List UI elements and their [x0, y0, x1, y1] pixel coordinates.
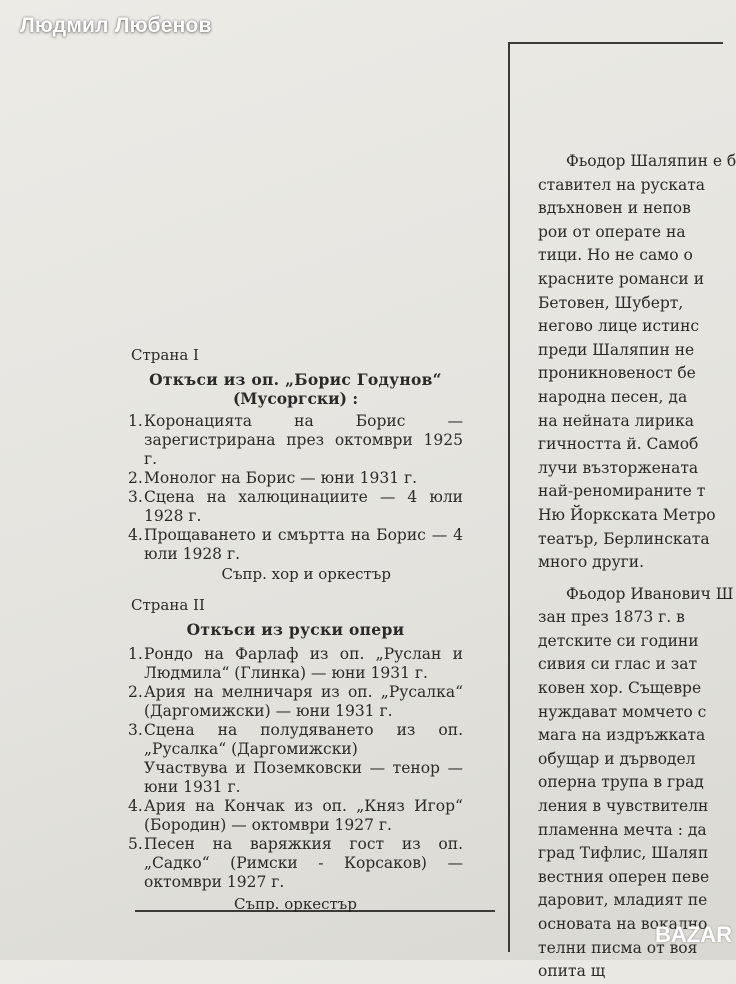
article-line: ковен хор. Същевре — [538, 679, 702, 698]
article-line: преди Шаляпин не — [538, 340, 695, 359]
side-two — [128, 596, 463, 914]
article-line: Фьодор Иванович Ш — [566, 584, 734, 603]
article-line: красните романси и — [538, 269, 705, 288]
article-line: рои от операте на — [538, 222, 686, 241]
track-number: 2. — [128, 469, 143, 487]
article-line: мага на издръжката — [538, 726, 706, 745]
article-line: сивия си глас и зат — [538, 655, 698, 674]
article-line: основата на вокално — [538, 915, 708, 933]
track-number: 1. — [128, 412, 143, 430]
article-line: на нейната лирика — [538, 411, 695, 430]
side-one — [128, 346, 463, 584]
track-number: 3. — [128, 721, 143, 739]
side-one-composer: (Мусоргски) : — [232, 389, 359, 408]
track-title: Ария на Кончак из оп. „Княз Игор“ (Бородин) — октомври 1927 г. — [144, 797, 463, 834]
article-line: даровит, младият пе — [538, 891, 708, 910]
watermark-text: Людмил Любенов — [20, 14, 212, 37]
track-item — [128, 797, 463, 835]
track-item — [128, 835, 463, 892]
side-two-title: Откъси из руски опери — [186, 620, 405, 639]
bazar-logo: BAZAR — [655, 922, 732, 947]
article-line: най-реномираните т — [538, 482, 706, 501]
track-item — [128, 721, 463, 797]
track-title: Сцена на халюцинациите — 4 юли 1928 г. — [144, 488, 463, 525]
article-column — [538, 150, 736, 984]
side-one-title: Откъси из оп. „Борис Годунов“ — [149, 370, 442, 389]
article-line: негово лице истинс — [538, 317, 700, 336]
article-line: театър, Берлинската — [538, 529, 710, 548]
article-line: Фьодор Шаляпин е б — [566, 152, 736, 170]
track-title-main: Сцена на полудяването из оп. „Русалка“ (Даргомижски) — [144, 721, 463, 758]
article-line: обущар и дърводел — [538, 749, 696, 768]
article-line: ставител на руската — [538, 175, 706, 194]
article-line: нуждават момчето с — [538, 702, 707, 721]
frame-top-rule — [509, 42, 723, 44]
side-one-label: Страна I — [131, 346, 199, 364]
side-two-label: Страна II — [131, 596, 205, 614]
side-two-credit: Съпр. оркестър — [234, 895, 357, 913]
article-line: телни писма от воя — [538, 938, 698, 957]
track-number: 4. — [128, 797, 143, 815]
tracklist — [128, 346, 463, 914]
track-number: 1. — [128, 645, 143, 663]
track-item — [128, 645, 463, 683]
track-title: Ария на мелничаря из оп. „Русалка“ (Даргомижски) — юни 1931 г. — [144, 683, 463, 720]
track-item — [128, 412, 463, 469]
track-title: Монолог на Борис — юни 1931 г. — [144, 469, 418, 487]
track-item — [128, 526, 463, 564]
track-item — [128, 488, 463, 526]
track-item — [128, 469, 463, 488]
article-line: пламенна мечта : да — [538, 820, 707, 839]
track-performer-note: Участвува и Поземковски — тенор — юни 1931 г. — [144, 759, 463, 796]
article-line: много други. — [538, 553, 645, 572]
track-title: Песен на варяжкия гост из оп. „Садко“ (Римски - Корсаков) — октомври 1927 г. — [144, 835, 463, 891]
article-line: вестния оперен певе — [538, 867, 710, 886]
article-line: народна песен, да — [538, 387, 688, 406]
article-line: проникновеност бе — [538, 364, 696, 383]
track-number: 4. — [128, 526, 143, 544]
track-number: 2. — [128, 683, 143, 701]
article-line: вдъхновен и непов — [538, 199, 691, 218]
article-line: зан през 1873 г. в — [538, 608, 685, 627]
track-number: 3. — [128, 488, 143, 506]
article-line: опита щ — [538, 962, 606, 981]
article-line: детските си години — [538, 631, 699, 650]
article-line: лучи възторжената — [538, 458, 699, 477]
track-number: 5. — [128, 835, 143, 853]
side-one-credit: Съпр. хор и оркестър — [221, 565, 391, 583]
track-title — [144, 721, 463, 797]
track-title: Рондо на Фарлаф из оп. „Руслан и Людмила“ (Глинка) — юни 1931 г. — [144, 645, 463, 682]
track-title: Прощаването и смъртта на Борис — 4 юли 1928 г. — [144, 526, 463, 563]
track-item — [128, 683, 463, 721]
article-line: Ню Йоркската Метро — [538, 505, 716, 524]
article-line: оперна трупа в град — [538, 773, 704, 792]
article-line: град Тифлис, Шаляп — [538, 844, 709, 863]
column-divider — [508, 42, 510, 952]
track-title: Коронацията на Борис — зарегистрирана през октомври 1925 г. — [144, 412, 463, 468]
article-line: тици. Но не само о — [538, 246, 693, 265]
article-line: гичността й. Самоб — [538, 435, 699, 454]
article-line: ления в чувствителн — [538, 797, 709, 816]
article-line: Бетовен, Шуберт, — [538, 293, 684, 312]
